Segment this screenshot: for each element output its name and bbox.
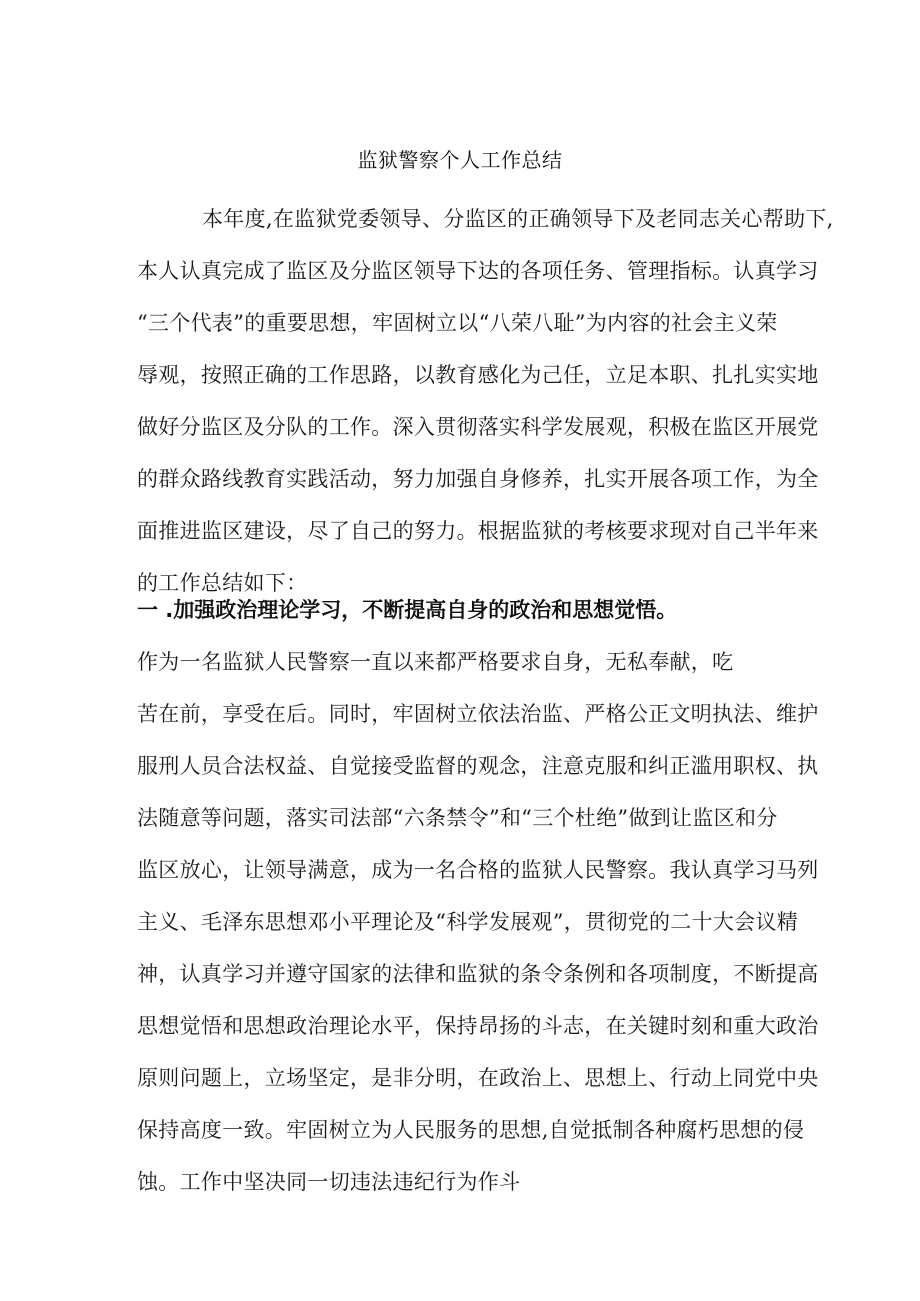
section-heading: 一 .加强政治理论学习，不断提高自身的政治和思想觉悟。 [137, 598, 678, 622]
paragraph-line: 原则问题上，立场坚定，是非分明，在政治上、思想上、行动上同党中央 [137, 1066, 819, 1090]
section-paragraph [137, 636, 819, 1208]
paragraph-line: 监区放心，让领导满意，成为一名合格的监狱人民警察。我认真学习马列 [137, 858, 819, 882]
paragraph-line: 主义、毛泽东思想邓小平理论及“科学发展观”，贯彻党的二十大会议精 [137, 910, 799, 934]
paragraph-line: 本年度,在监狱党委领导、分监区的正确领导下及老同志关心帮助下, [202, 207, 834, 231]
paragraph-line: 保持高度一致。牢固树立为人民服务的思想,自觉抵制各种腐朽思想的侵 [137, 1118, 805, 1142]
paragraph-line: 神，认真学习并遵守国家的法律和监狱的条令条例和各项制度，不断提高 [137, 962, 819, 986]
paragraph-line: 做好分监区及分队的工作。深入贯彻落实科学发展观，积极在监区开展党 [137, 415, 819, 439]
paragraph-line: 面推进监区建设，尽了自己的努力。根据监狱的考核要求现对自己半年来 [137, 519, 819, 543]
paragraph-line: 蚀。工作中坚决同一切违法违纪行为作斗 [137, 1170, 521, 1194]
paragraph-line: 苦在前，享受在后。同时，牢固树立依法治监、严格公正文明执法、维护 [137, 702, 819, 726]
document-title: 监狱警察个人工作总结 [357, 148, 563, 172]
paragraph-line: 本人认真完成了监区及分监区领导下达的各项任务、管理指标。认真学习 [137, 259, 819, 283]
paragraph-line: 思想觉悟和思想政治理论水平，保持昂扬的斗志，在关键时刻和重大政治 [137, 1014, 819, 1038]
paragraph-line: “三个代表”的重要思想，牢固树立以“八荣八耻”为内容的社会主义荣 [137, 311, 778, 335]
paragraph-line: 法随意等问题，落实司法部“六条禁令”和“三个杜绝”做到让监区和分 [137, 806, 778, 830]
paragraph-line: 辱观，按照正确的工作思路，以教育感化为己任，立足本职、扎扎实实地 [137, 363, 819, 387]
intro-paragraph [137, 193, 834, 609]
paragraph-line: 的工作总结如下： [137, 571, 308, 595]
paragraph-line: 服刑人员合法权益、自觉接受监督的观念，注意克服和纠正滥用职权、执 [137, 754, 819, 778]
paragraph-line: 作为一名监狱人民警察一直以来都严格要求自身，无私奉献，吃 [137, 650, 734, 674]
paragraph-line: 的群众路线教育实践活动，努力加强自身修养，扎实开展各项工作，为全 [137, 467, 819, 491]
